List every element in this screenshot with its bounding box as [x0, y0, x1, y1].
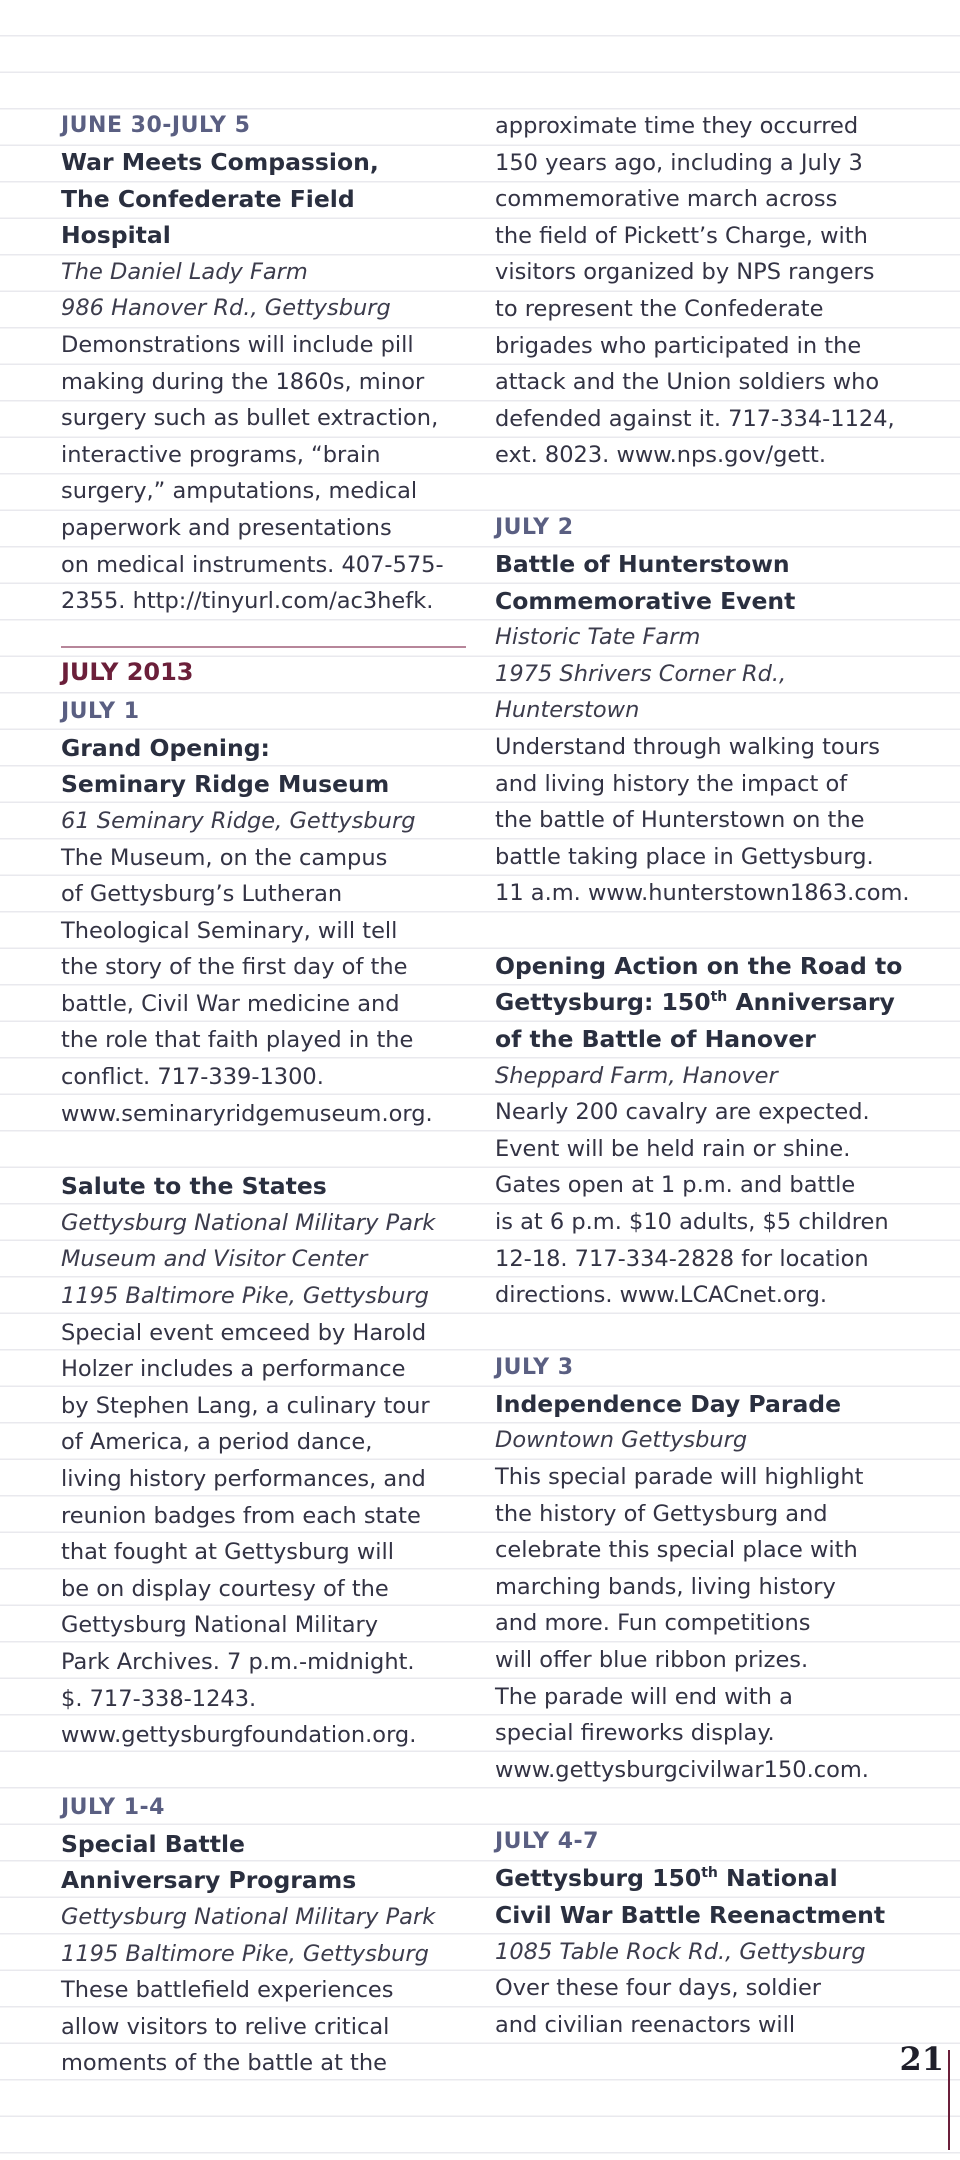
title-text: National [717, 1864, 838, 1893]
event-description [495, 1459, 905, 1788]
text-line: surgery such as bullet extraction, [61, 405, 439, 432]
text-line: 2355. http://tinyurl.com/ac3hefk. [61, 588, 434, 615]
spacer [495, 912, 905, 948]
continued-description [495, 108, 905, 474]
month-heading: JULY 2013 [61, 646, 466, 694]
spacer [495, 1314, 905, 1350]
text-line: Demonstrations will include pill [61, 331, 414, 358]
event-title: Independence Day Parade [495, 1389, 842, 1418]
event-venue: Historic Tate Farm [495, 624, 701, 651]
text-line: ext. 8023. www.nps.gov/gett. [495, 442, 827, 469]
right-column [495, 108, 910, 2043]
event-title: Commemorative Event [495, 586, 796, 615]
event-address: 1195 Baltimore Pike, Gettysburg [61, 1940, 429, 1967]
text-line: allow visitors to relive critical [61, 2013, 390, 2040]
spacer [61, 1754, 466, 1790]
text-line: to represent the Confederate [495, 295, 824, 322]
event-independence-day-parade [495, 1350, 905, 1789]
left-column [61, 108, 466, 2082]
text-line: battle, Civil War medicine and [61, 990, 400, 1017]
text-line: the battle of Hunterstown on the [495, 807, 865, 834]
text-line: brigades who participated in the [495, 332, 862, 359]
event-hunterstown [495, 510, 910, 912]
text-line: Holzer includes a performance [61, 1356, 406, 1383]
text-line: 12-18. 717-334-2828 for location [495, 1245, 869, 1272]
text-line: Event will be held rain or shine. [495, 1135, 851, 1162]
event-salute-to-states [61, 1168, 466, 1754]
event-date: JULY 3 [495, 1354, 574, 1380]
title-text: Anniversary [727, 988, 895, 1017]
text-line: on medical instruments. 407-575- [61, 551, 444, 578]
text-line: the story of the first day of the [61, 954, 408, 981]
title-text: Gettysburg 150 [495, 1864, 702, 1893]
text-line: 150 years ago, including a July 3 [495, 149, 863, 176]
page-number-rule [948, 2050, 950, 2150]
event-description [495, 1094, 905, 1314]
text-line: Theological Seminary, will tell [61, 917, 398, 944]
title-text: Gettysburg: 150 [495, 988, 711, 1017]
text-line: and civilian reenactors will [495, 2011, 796, 2038]
event-address: 1195 Baltimore Pike, Gettysburg [61, 1283, 429, 1310]
event-venue: Sheppard Farm, Hanover [495, 1062, 778, 1089]
text-line: www.gettysburgcivilwar150.com. [495, 1756, 869, 1783]
event-date: JULY 4-7 [495, 1829, 599, 1855]
text-line: The parade will end with a [495, 1683, 793, 1710]
spacer [495, 474, 905, 510]
text-line: Nearly 200 cavalry are expected. [495, 1099, 870, 1126]
text-line: be on display courtesy of the [61, 1575, 389, 1602]
text-line: is at 6 p.m. $10 adults, $5 children [495, 1209, 889, 1236]
text-line: This special parade will highlight [495, 1464, 864, 1490]
text-line: that fought at Gettysburg will [61, 1539, 395, 1566]
text-line: special fireworks display. [495, 1720, 775, 1747]
text-line: Gettysburg National Military [61, 1612, 379, 1639]
text-line: will offer blue ribbon prizes. [495, 1646, 809, 1673]
ordinal-suffix: th [701, 1865, 718, 1882]
event-venue: Gettysburg National Military Park [61, 1209, 436, 1236]
event-title: The Confederate Field Hospital [61, 184, 355, 250]
text-line: conflict. 717-339-1300. [61, 1064, 324, 1091]
text-line: the role that faith played in the [61, 1027, 414, 1054]
event-description [61, 327, 466, 620]
event-address: Hunterstown [495, 697, 640, 724]
event-title: Seminary Ridge Museum [61, 770, 390, 799]
text-line: of America, a period dance, [61, 1429, 373, 1456]
event-title: Special Battle [61, 1829, 245, 1858]
event-title: Salute to the States [61, 1172, 327, 1201]
text-line: approximate time they occurred [495, 113, 859, 139]
text-line: the history of Gettysburg and [495, 1500, 828, 1527]
text-line: surgery,” amputations, medical [61, 478, 418, 505]
text-line: www.gettysburgfoundation.org. [61, 1722, 417, 1749]
event-title: Civil War Battle Reenactment [495, 1900, 886, 1929]
event-address: 1975 Shrivers Corner Rd., [495, 660, 787, 687]
text-line: The Museum, on the campus [61, 844, 388, 871]
event-address: 1085 Table Rock Rd., Gettysburg [495, 1938, 866, 1965]
event-title: Grand Opening: [61, 733, 270, 762]
text-line: celebrate this special place with [495, 1537, 858, 1564]
text-line: commemorative march across [495, 186, 838, 213]
event-venue: 61 Seminary Ridge, Gettysburg [61, 807, 416, 834]
event-anniversary-programs [61, 1790, 466, 2082]
event-title: Opening Action on the Road to [495, 951, 903, 980]
text-line: Park Archives. 7 p.m.-midnight. [61, 1648, 415, 1675]
text-line: interactive programs, “brain [61, 441, 381, 468]
event-description [61, 1315, 466, 1754]
event-seminary-ridge [61, 694, 466, 1133]
text-line: living history performances, and [61, 1466, 426, 1492]
ordinal-suffix: th [710, 989, 728, 1006]
event-battle-of-hanover [495, 948, 905, 1314]
event-venue: Downtown Gettysburg [495, 1427, 748, 1454]
text-line: defended against it. 717-334-1124, [495, 405, 895, 432]
text-line: paperwork and presentations [61, 514, 392, 541]
text-line: www.seminaryridgemuseum.org. [61, 1100, 433, 1127]
text-line: battle taking place in Gettysburg. [495, 843, 874, 870]
event-venue: Gettysburg National Military Park [61, 1903, 436, 1930]
event-description [61, 840, 466, 1133]
event-description [495, 1970, 905, 2043]
event-address: 986 Hanover Rd., Gettysburg [61, 295, 391, 322]
event-description [495, 729, 910, 912]
text-line: making during the 1860s, minor [61, 368, 425, 395]
text-line: Over these four days, soldier [495, 1975, 822, 2002]
page-number: 21 [899, 2040, 944, 2078]
text-line: These battlefield experiences [61, 1977, 394, 2004]
spacer [61, 1132, 466, 1168]
event-title: War Meets Compassion, [61, 148, 379, 176]
text-line: visitors organized by NPS rangers [495, 259, 875, 286]
text-line: the field of Pickett’s Charge, with [495, 222, 868, 249]
spacer [495, 1788, 905, 1824]
event-title [495, 984, 905, 1021]
event-venue: The Daniel Lady Farm [61, 258, 308, 285]
text-line: 11 a.m. www.hunterstown1863.com. [495, 880, 910, 907]
text-line: and more. Fun competitions [495, 1610, 811, 1637]
event-date: JULY 1 [61, 698, 140, 724]
event-description [61, 1972, 466, 2082]
text-line: by Stephen Lang, a culinary tour [61, 1392, 430, 1419]
text-line: directions. www.LCACnet.org. [495, 1282, 828, 1309]
text-line: Understand through walking tours [495, 733, 880, 760]
text-line: attack and the Union soldiers who [495, 369, 880, 396]
text-line: moments of the battle at the [61, 2050, 387, 2077]
event-title: of the Battle of Hanover [495, 1025, 816, 1054]
text-line: reunion badges from each state [61, 1502, 421, 1529]
event-venue: Museum and Visitor Center [61, 1246, 368, 1273]
text-line: and living history the impact of [495, 770, 848, 797]
text-line: Gates open at 1 p.m. and battle [495, 1172, 856, 1199]
text-line: of Gettysburg’s Lutheran [61, 881, 343, 908]
text-line: Special event emceed by Harold [61, 1319, 427, 1346]
text-line: marching bands, living history [495, 1573, 836, 1600]
event-date: JULY 2 [495, 514, 574, 540]
event-title [495, 1860, 905, 1897]
text-line: $. 717-338-1243. [61, 1685, 257, 1712]
event-battle-reenactment [495, 1824, 905, 2043]
event-date: JUNE 30-JULY 5 [61, 113, 251, 138]
event-title: Anniversary Programs [61, 1866, 357, 1895]
event-date: JULY 1-4 [61, 1794, 165, 1820]
event-title: Battle of Hunterstown [495, 549, 790, 578]
event-field-hospital [61, 108, 466, 620]
